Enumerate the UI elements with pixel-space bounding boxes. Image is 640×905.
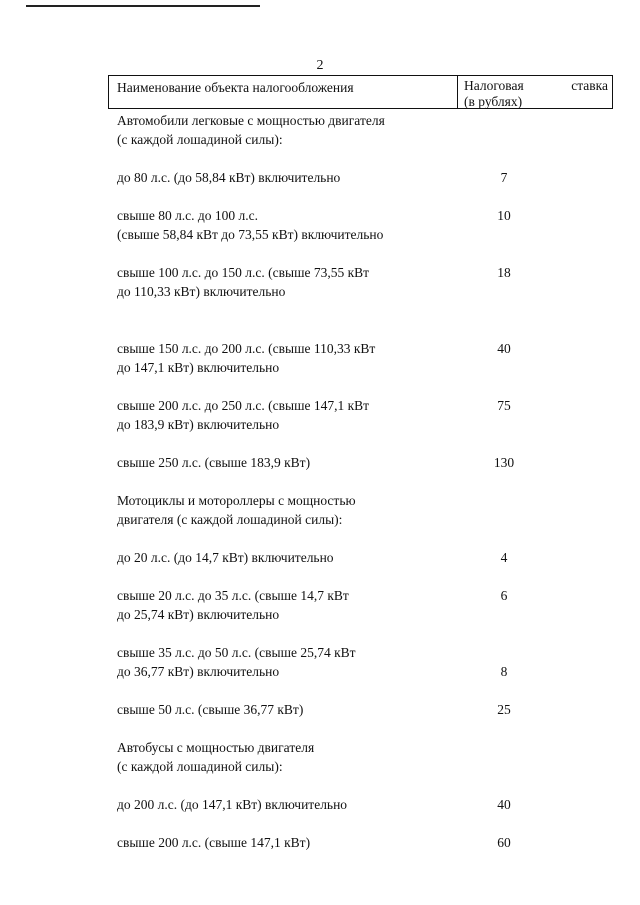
rate-description-line: до 110,33 кВт) включительно [117,284,286,299]
rate-value: 8 [500,664,508,679]
tax-rate-row [117,795,617,814]
section-heading-line: двигателя (с каждой лошадиной силы): [117,512,343,527]
rate-value: 40 [497,797,511,812]
rate-description [117,453,474,472]
rate-description-line: до 25,74 кВт) включительно [117,607,280,622]
section-heading [117,491,617,529]
rate-description [117,168,474,187]
rate-value: 40 [497,341,511,356]
page-number: 2 [316,58,324,73]
rate-description-line: свыше 200 л.с. до 250 л.с. (свыше 147,1 кВт [117,398,370,413]
rate-description-line: до 80 л.с. (до 58,84 кВт) включительно [117,170,341,185]
table-header [108,75,613,109]
tax-rate-row [117,206,617,244]
rate-description-line: свыше 250 л.с. (свыше 183,9 кВт) [117,455,311,470]
section-heading-line: Автобусы с мощностью двигателя [117,740,315,755]
tax-rate-row [117,643,617,681]
rate-description [117,396,474,434]
rate-value: 25 [497,702,511,717]
tax-rate-row [117,548,617,567]
rate-value: 4 [500,550,508,565]
rate-description [117,833,474,852]
rate-value: 7 [500,170,508,185]
tax-rate-row [117,396,617,434]
section-heading-line: Автомобили легковые с мощностью двигателя [117,113,385,128]
tax-rate-row [117,833,617,852]
rate-header-line2: (в рублях) [464,94,523,109]
rate-value: 6 [500,588,508,603]
rate-description [117,700,474,719]
rate-description [117,586,474,624]
rate-value: 130 [493,455,515,470]
rate-value: 75 [497,398,511,413]
rate-header-word1: Налоговая [464,78,524,93]
rate-description [117,643,474,681]
section-heading [117,738,617,776]
rate-description-line: до 20 л.с. (до 14,7 кВт) включительно [117,550,334,565]
rate-description-line: до 147,1 кВт) включительно [117,360,280,375]
rate-description [117,548,474,567]
tax-rate-row [117,339,617,377]
rate-description-line: свыше 20 л.с. до 35 л.с. (свыше 14,7 кВт [117,588,349,603]
tax-rate-list [117,111,617,871]
top-rule-line [26,5,260,7]
tax-rate-row [117,586,617,624]
object-column-header: Наименование объекта налогообложения [109,76,458,108]
rate-description-line: до 36,77 кВт) включительно [117,664,280,679]
rate-description-line: свыше 35 л.с. до 50 л.с. (свыше 25,74 кВт [117,645,356,660]
rate-description-line: свыше 50 л.с. (свыше 36,77 кВт) [117,702,304,717]
rate-column-header [458,76,612,108]
rate-description-line: свыше 200 л.с. (свыше 147,1 кВт) [117,835,311,850]
section-heading-line: (с каждой лошадиной силы): [117,759,283,774]
rate-description-line: до 183,9 кВт) включительно [117,417,280,432]
section-heading [117,111,617,149]
section-heading-line: (с каждой лошадиной силы): [117,132,283,147]
rate-description [117,206,474,244]
rate-description [117,263,474,301]
rate-description-line: свыше 100 л.с. до 150 л.с. (свыше 73,55 кВт [117,265,370,280]
rate-description [117,795,474,814]
tax-rate-row [117,168,617,187]
rate-header-word2: ставка [571,78,608,93]
rate-description [117,339,474,377]
section-heading-line: Мотоциклы и мотороллеры с мощностью [117,493,356,508]
tax-rate-row [117,453,617,472]
rate-description-line: (свыше 58,84 кВт до 73,55 кВт) включительно [117,227,384,242]
tax-rate-row [117,263,617,301]
rate-value: 60 [497,835,511,850]
rate-value: 10 [497,208,511,223]
tax-rate-row [117,700,617,719]
rate-description-line: до 200 л.с. (до 147,1 кВт) включительно [117,797,348,812]
rate-description-line: свыше 80 л.с. до 100 л.с. [117,208,259,223]
rate-description-line: свыше 150 л.с. до 200 л.с. (свыше 110,33 кВт [117,341,376,356]
rate-value: 18 [497,265,511,280]
